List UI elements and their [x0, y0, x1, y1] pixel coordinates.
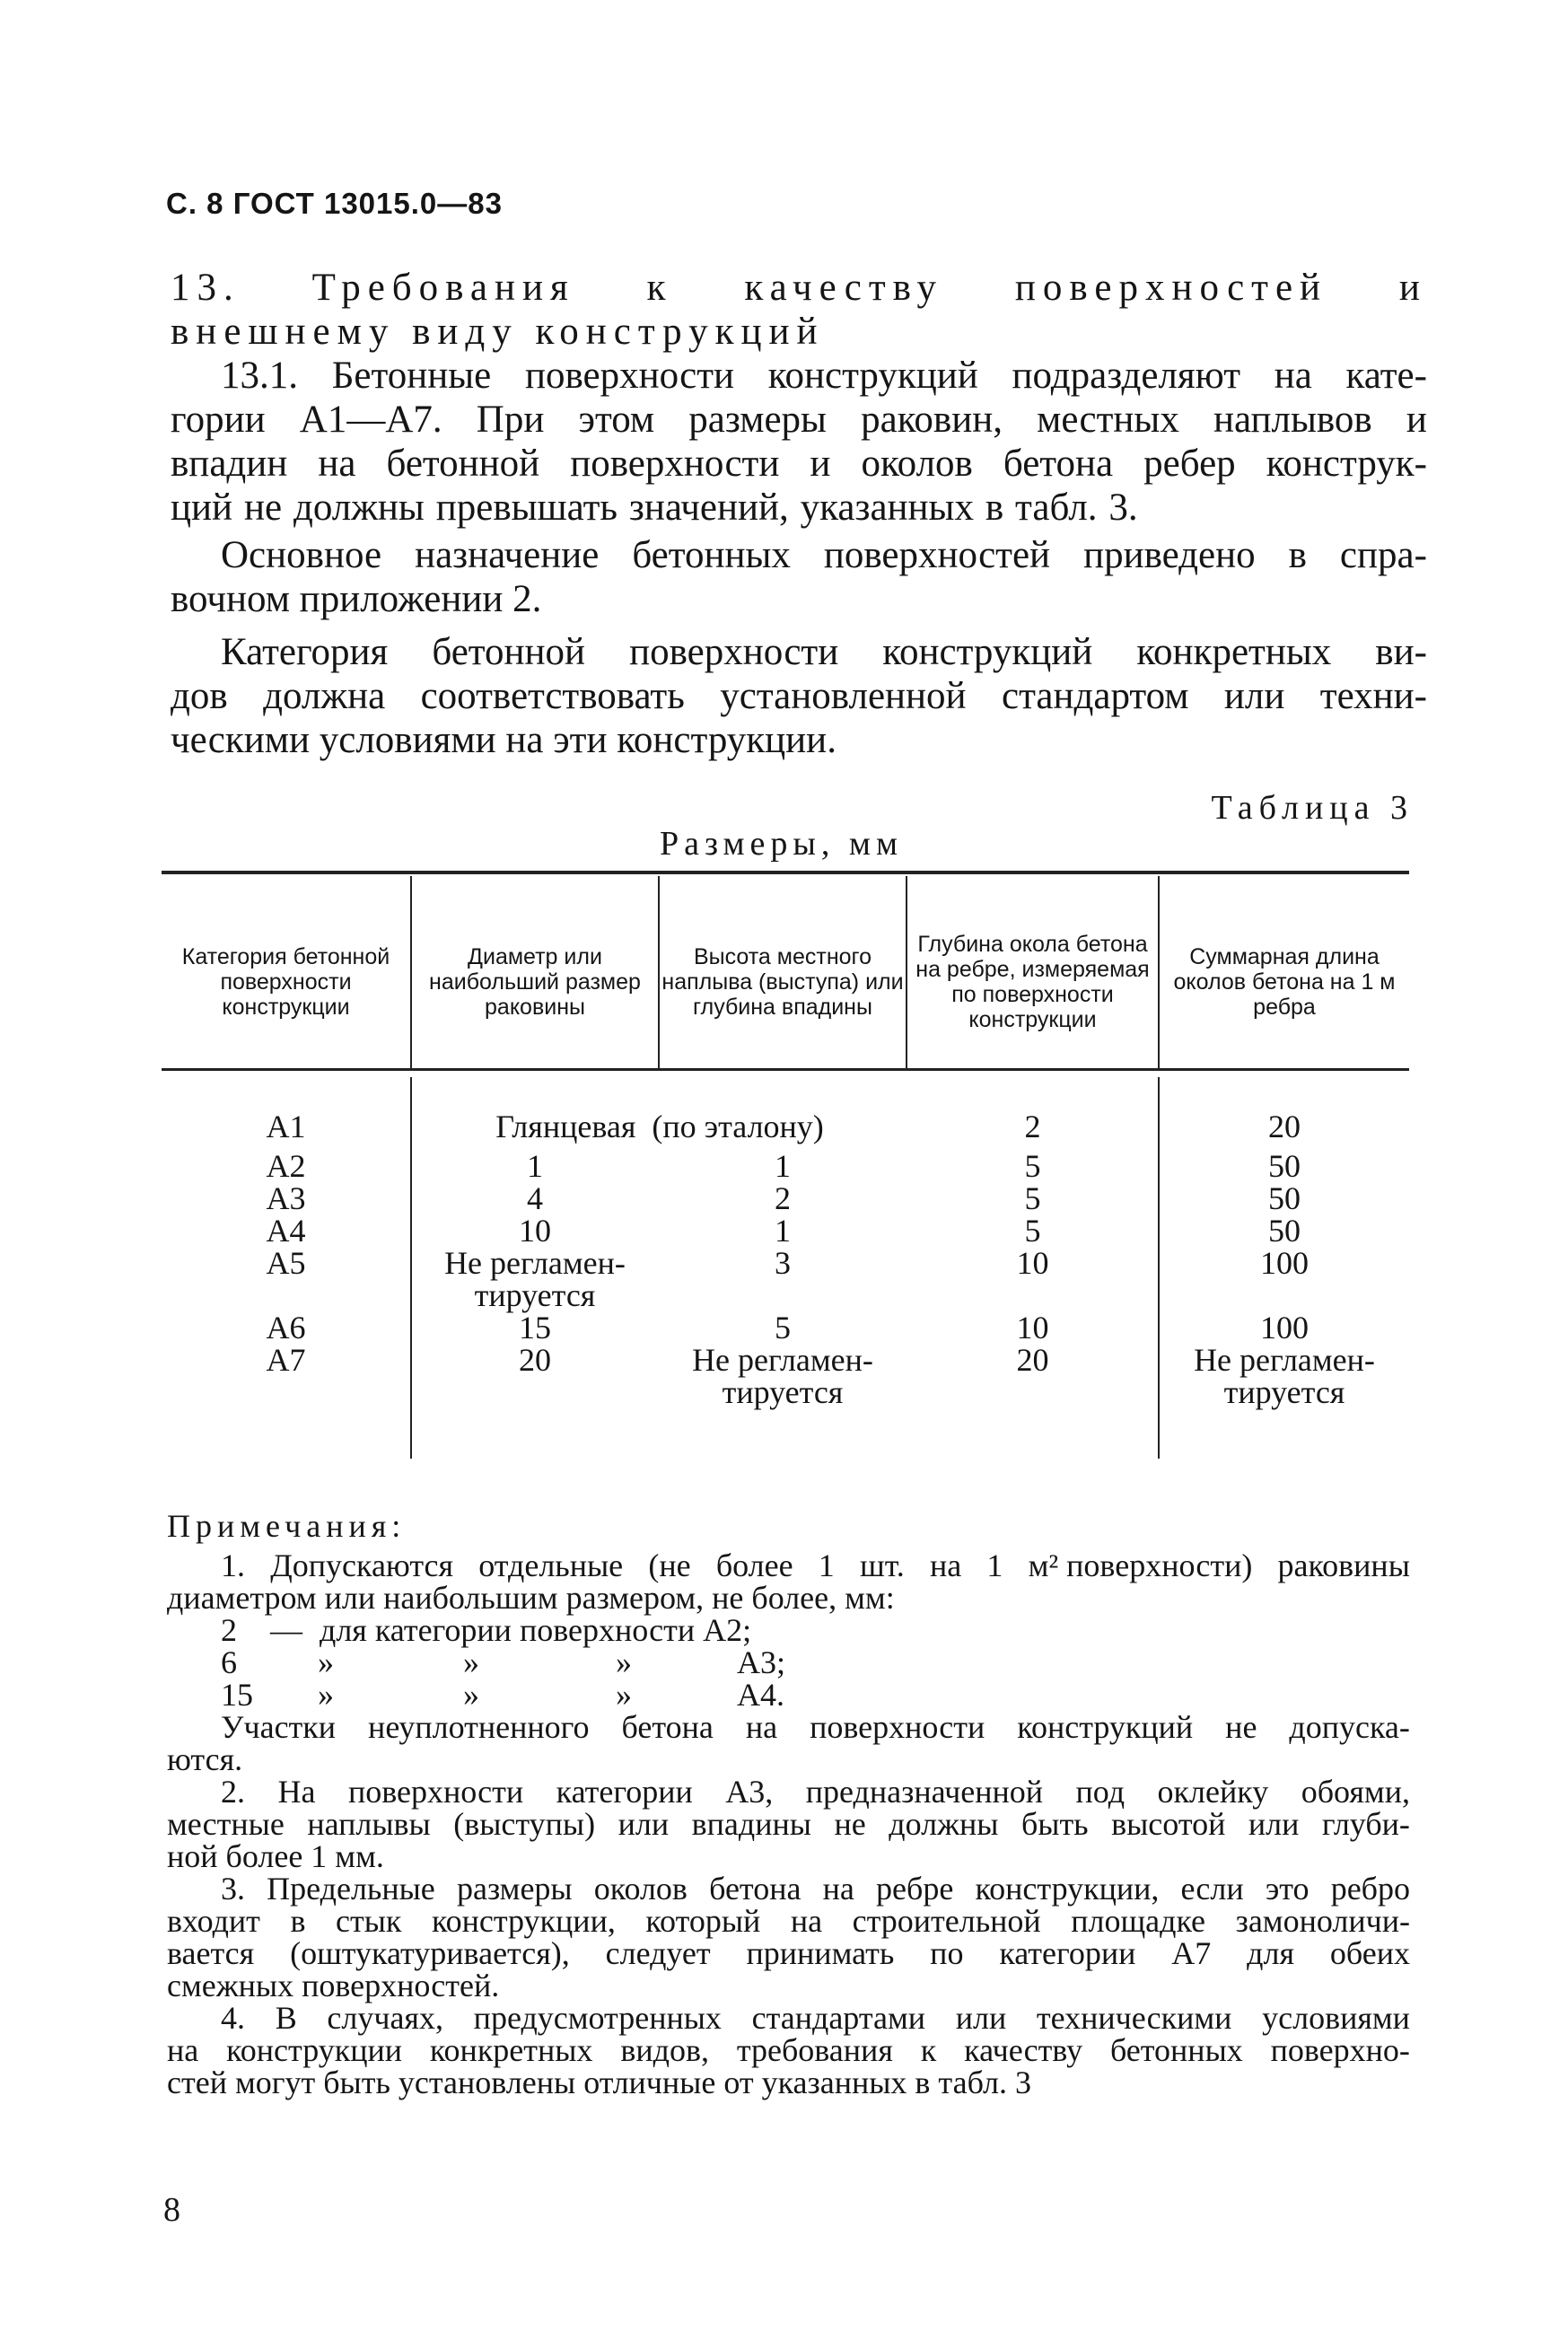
- table-cell: 3: [775, 1245, 791, 1281]
- word: местные: [167, 1806, 285, 1842]
- word: 3.: [221, 1871, 245, 1907]
- table-row: [162, 1343, 1409, 1377]
- word: бетона: [709, 1871, 802, 1907]
- word: не: [1225, 1709, 1257, 1745]
- word: техни-: [1319, 675, 1427, 717]
- word: вочном приложении 2.: [171, 578, 542, 620]
- text-line: [171, 354, 1427, 398]
- word: Основное: [221, 534, 382, 576]
- word: для: [1247, 1935, 1295, 1971]
- word: Участки: [221, 1709, 337, 1745]
- word: в: [290, 1903, 306, 1939]
- table-cell: 10: [1016, 1310, 1049, 1346]
- word: 6: [221, 1644, 237, 1680]
- word: вается: [167, 1935, 255, 1971]
- note-line: [167, 2034, 1410, 2066]
- word: оклейку: [1157, 1774, 1269, 1810]
- table-cell: 5: [1024, 1213, 1041, 1249]
- note-1-item: [167, 1646, 1410, 1679]
- text-line: [171, 718, 1427, 762]
- word: конструкций: [1017, 1709, 1194, 1745]
- word: установленной: [720, 675, 967, 717]
- word: А4.: [737, 1677, 784, 1713]
- word: качеству: [744, 267, 944, 309]
- word: более: [715, 1547, 793, 1583]
- word: местных: [1037, 399, 1179, 441]
- note-line: [167, 1808, 1410, 1840]
- word: или: [1248, 1806, 1300, 1842]
- word: к: [646, 267, 673, 309]
- word: »: [463, 1677, 479, 1713]
- word: бетона: [1003, 443, 1114, 485]
- word: бетонных: [1109, 2032, 1243, 2068]
- word: на: [1274, 355, 1312, 397]
- word: техническими: [1036, 2000, 1232, 2036]
- table-cell: А6: [266, 1310, 306, 1346]
- word: для категории поверхности А2;: [320, 1612, 752, 1648]
- section-heading-line-2: внешнему виду конструкций: [171, 311, 825, 353]
- word: гории: [171, 399, 266, 441]
- table-cell: А4: [266, 1213, 306, 1249]
- word: ций: [171, 487, 233, 529]
- word: 15: [221, 1677, 253, 1713]
- word: или: [618, 1806, 670, 1842]
- word: 1: [818, 1547, 835, 1583]
- table-row: [162, 1149, 1409, 1183]
- word: околов: [861, 443, 973, 485]
- word: бетонных: [632, 534, 791, 576]
- word: 1.: [221, 1547, 245, 1583]
- word: 2: [221, 1612, 237, 1648]
- word: табл.: [1015, 487, 1098, 529]
- table-cell: Не регламен-: [692, 1342, 873, 1378]
- table-units: Размеры, мм: [660, 825, 904, 863]
- word: предназначенной: [805, 1774, 1043, 1810]
- word: на: [822, 1871, 854, 1907]
- table-header-height: Высота местного наплыва (выступа) или глубина впадины: [661, 944, 904, 1020]
- word: на: [929, 1547, 962, 1583]
- word: (не: [648, 1547, 691, 1583]
- word: ческими условиями на эти конструкции.: [171, 719, 837, 761]
- word: В: [275, 2000, 297, 2036]
- word: допуска-: [1289, 1709, 1410, 1745]
- word: конструкции,: [975, 1871, 1160, 1907]
- word: обеих: [1329, 1935, 1410, 1971]
- table-row: [162, 1375, 1409, 1409]
- text-line: [171, 398, 1427, 442]
- note-2: [167, 1775, 1410, 1872]
- word: поверхностей: [823, 534, 1051, 576]
- table-header-total: Суммарная длина околов бетона на 1 м ребра: [1173, 944, 1396, 1020]
- table-cell: 100: [1260, 1245, 1309, 1281]
- word: дов: [171, 675, 228, 717]
- table-cell: тируется: [1223, 1374, 1345, 1410]
- note-1-tail: ются.: [167, 1741, 243, 1777]
- word: 4.: [221, 2000, 245, 2036]
- table-cell: 5: [775, 1310, 791, 1346]
- word: превышать: [435, 487, 618, 529]
- word: и: [1398, 267, 1427, 309]
- word: поверхности: [629, 631, 839, 673]
- page-number: 8: [163, 2191, 180, 2229]
- table-cell: 1: [775, 1213, 791, 1249]
- word: »: [616, 1644, 632, 1680]
- word: если: [1180, 1871, 1244, 1907]
- word: наплывов: [1213, 399, 1372, 441]
- table-cell: 5: [1024, 1148, 1041, 1184]
- word: Категория: [221, 631, 389, 673]
- word: назначение: [415, 534, 600, 576]
- word: не: [243, 487, 283, 529]
- paragraph-purpose: [171, 533, 1427, 621]
- word: Допускаются: [270, 1547, 454, 1583]
- page-header: С. 8 ГОСТ 13015.0—83: [166, 187, 503, 220]
- paragraph-category: [171, 630, 1427, 762]
- section-heading-line-1: [171, 266, 1427, 310]
- word: глуби-: [1321, 1806, 1410, 1842]
- word: неуплотненного: [368, 1709, 590, 1745]
- word: бетонной: [432, 631, 586, 673]
- word: (выступы): [453, 1806, 596, 1842]
- table-cell: 4: [527, 1180, 543, 1216]
- word: условиями: [1262, 2000, 1410, 2036]
- word: конструкций: [882, 631, 1093, 673]
- table-header-category: Категория бетонной поверхности конструкции: [181, 944, 390, 1020]
- word: А3,: [725, 1774, 774, 1810]
- section-13: [171, 266, 1427, 762]
- word: площадке: [1071, 1903, 1206, 1939]
- table-cell: 5: [1024, 1180, 1041, 1216]
- word: в: [1288, 534, 1307, 576]
- word: это: [1265, 1871, 1310, 1907]
- word: конкретных: [1136, 631, 1332, 673]
- text-line: [171, 533, 1427, 577]
- word: 3.: [1108, 487, 1138, 529]
- word: При: [476, 399, 545, 441]
- word: указанных: [800, 487, 974, 529]
- word: кате-: [1345, 355, 1427, 397]
- word: этом: [578, 399, 655, 441]
- table-cell: тируется: [474, 1277, 596, 1313]
- note-line: [167, 2002, 1410, 2034]
- note-1-line: [167, 1549, 1410, 1582]
- word: на: [318, 443, 356, 485]
- table-cell: А7: [266, 1342, 306, 1378]
- table-cell: Не регламен-: [1194, 1342, 1375, 1378]
- word: и: [1406, 399, 1427, 441]
- word: быть: [1021, 1806, 1089, 1842]
- table-row: [162, 1311, 1409, 1345]
- table-cell: А5: [266, 1245, 306, 1281]
- word: ребро: [1330, 1871, 1410, 1907]
- word: »: [616, 1677, 632, 1713]
- note-1-list: [167, 1614, 1410, 1711]
- word: стей могут быть установлены отличные от указанных в табл. 3: [167, 2065, 1031, 2100]
- text-line: [171, 630, 1427, 674]
- word: соответствовать: [420, 675, 685, 717]
- word: смежных поверхностей.: [167, 1968, 500, 2003]
- word: отдельные: [478, 1547, 624, 1583]
- table-cell: 15: [519, 1310, 551, 1346]
- table-row: [162, 1278, 1409, 1312]
- word: 1: [986, 1547, 1003, 1583]
- word: на: [167, 2032, 199, 2068]
- word: поверхности: [810, 1709, 985, 1745]
- text-line: [171, 577, 1427, 621]
- word: к: [920, 2032, 937, 2068]
- note-line: [167, 1775, 1410, 1808]
- table-cell: 2: [775, 1180, 791, 1216]
- word: требования: [736, 2032, 893, 2068]
- note-line: [167, 2066, 1410, 2099]
- word: Предельные: [267, 1871, 435, 1907]
- word: должны: [889, 1806, 999, 1842]
- word: или: [955, 2000, 1007, 2036]
- word: стык: [336, 1903, 402, 1939]
- word: поверхности: [347, 1774, 524, 1810]
- word: входит: [167, 1903, 260, 1939]
- word: впадины: [691, 1806, 811, 1842]
- word: м² поверхности): [1028, 1547, 1253, 1583]
- word: ребре: [876, 1871, 954, 1907]
- word: размеры: [456, 1871, 573, 1907]
- word: конструк-: [1266, 443, 1427, 485]
- word: »: [318, 1677, 334, 1713]
- word: 2.: [221, 1774, 245, 1810]
- word: Бетонные: [331, 355, 492, 397]
- word: значений,: [628, 487, 789, 529]
- word: случаях,: [327, 2000, 443, 2036]
- word: раковин,: [861, 399, 1003, 441]
- word: шт.: [859, 1547, 905, 1583]
- word: который: [645, 1903, 761, 1939]
- text-line: [171, 442, 1427, 486]
- table-row: [162, 1246, 1409, 1280]
- note-line: [167, 1872, 1410, 1905]
- word: ной более 1 мм.: [167, 1838, 384, 1874]
- table-row: [162, 1109, 1409, 1144]
- word: обоями,: [1301, 1774, 1410, 1810]
- word: поверхно-: [1270, 2032, 1410, 2068]
- word: подразделяют: [1012, 355, 1240, 397]
- word: А3;: [737, 1644, 785, 1680]
- word: 13.1.: [221, 355, 298, 397]
- word: впадин: [171, 443, 288, 485]
- cell-merged: Глянцевая (по эталону): [495, 1109, 824, 1144]
- table-cell: 50: [1268, 1213, 1301, 1249]
- word: —: [270, 1612, 302, 1648]
- word: должна: [263, 675, 386, 717]
- text-line: [171, 486, 1427, 530]
- cell-category: А1: [266, 1109, 306, 1144]
- word: и: [810, 443, 831, 485]
- table-cell: 10: [519, 1213, 551, 1249]
- word: раковины: [1277, 1547, 1410, 1583]
- table-row: [162, 1181, 1409, 1215]
- table-header-depth: Глубина окола бетона на ребре, измеряемая по поверхности конструкции: [915, 932, 1150, 1032]
- note-1-tail: [167, 1711, 1410, 1743]
- word: в: [985, 487, 1004, 529]
- word: стандартами: [751, 2000, 926, 2036]
- word: по: [930, 1935, 964, 1971]
- word: должны: [293, 487, 425, 529]
- word: А1—А7.: [299, 399, 442, 441]
- word: на: [745, 1709, 778, 1745]
- word: на: [790, 1903, 823, 1939]
- paragraph-13-1: [171, 354, 1427, 530]
- word: бетонной: [386, 443, 540, 485]
- word: приведено: [1083, 534, 1256, 576]
- table-cell: 1: [775, 1148, 791, 1184]
- word: замоноличи-: [1235, 1903, 1410, 1939]
- table-cell: 20: [519, 1342, 551, 1378]
- table-cell: тируется: [722, 1374, 844, 1410]
- table-row: [162, 1214, 1409, 1248]
- note-line: [167, 1969, 1410, 2002]
- table-cell: А2: [266, 1148, 306, 1184]
- notes-title: Примечания:: [167, 1508, 407, 1544]
- table-cell: 50: [1268, 1148, 1301, 1184]
- table-cell: 50: [1268, 1180, 1301, 1216]
- word: предусмотренных: [473, 2000, 722, 2036]
- word: А7: [1171, 1935, 1212, 1971]
- note-line: [167, 1905, 1410, 1937]
- word: или: [1223, 675, 1285, 717]
- word: конструкции: [226, 2032, 403, 2068]
- table-cell: 100: [1260, 1310, 1309, 1346]
- word: конструкции,: [431, 1903, 616, 1939]
- note-line: [167, 1937, 1410, 1969]
- word: категории: [999, 1935, 1136, 1971]
- word: наплывы: [307, 1806, 431, 1842]
- word: ви-: [1375, 631, 1427, 673]
- note-line: [167, 1840, 1410, 1872]
- word: под: [1075, 1774, 1126, 1810]
- note-1-item: [167, 1614, 1410, 1646]
- table-top-rule: [162, 871, 1409, 874]
- table-label: Таблица 3: [1211, 789, 1414, 827]
- word: »: [463, 1644, 479, 1680]
- word: категории: [556, 1774, 693, 1810]
- word: качеству: [964, 2032, 1083, 2068]
- word: видов,: [620, 2032, 709, 2068]
- word: околов: [593, 1871, 688, 1907]
- word: поверхности: [570, 443, 780, 485]
- word: конкретных: [429, 2032, 593, 2068]
- word: (оштукатуривается),: [290, 1935, 570, 1971]
- word: спра-: [1339, 534, 1427, 576]
- word: поверхностей: [1014, 267, 1328, 309]
- note-4: [167, 2002, 1410, 2099]
- table-header-diameter: Диаметр или наибольший размер раковины: [429, 944, 641, 1020]
- word: На: [277, 1774, 316, 1810]
- note-1-item: [167, 1679, 1410, 1711]
- table-header-rule: [162, 1068, 1409, 1071]
- word: конструкций: [767, 355, 978, 397]
- note-3: [167, 1872, 1410, 2002]
- cell-total: 20: [1268, 1109, 1301, 1144]
- word: следует: [605, 1935, 711, 1971]
- word: 13.: [171, 267, 241, 309]
- table-cell: 20: [1016, 1342, 1049, 1378]
- word: размеры: [688, 399, 827, 441]
- word: не: [834, 1806, 866, 1842]
- table-cell: 1: [527, 1148, 543, 1184]
- notes: [167, 1510, 1410, 2099]
- word: ребер: [1143, 443, 1236, 485]
- table-cell: Не регламен-: [444, 1245, 626, 1281]
- word: высотой: [1111, 1806, 1226, 1842]
- word: »: [318, 1644, 334, 1680]
- table-cell: 10: [1016, 1245, 1049, 1281]
- table-cell: А3: [266, 1180, 306, 1216]
- word: бетона: [621, 1709, 714, 1745]
- note-1-line: диаметром или наибольшим размером, не более, мм:: [167, 1580, 895, 1616]
- cell-depth: 2: [1024, 1109, 1041, 1144]
- word: поверхности: [524, 355, 735, 397]
- word: строительной: [852, 1903, 1041, 1939]
- word: принимать: [746, 1935, 895, 1971]
- text-line: [171, 674, 1427, 718]
- word: Требования: [311, 267, 575, 309]
- word: стандартом: [1001, 675, 1189, 717]
